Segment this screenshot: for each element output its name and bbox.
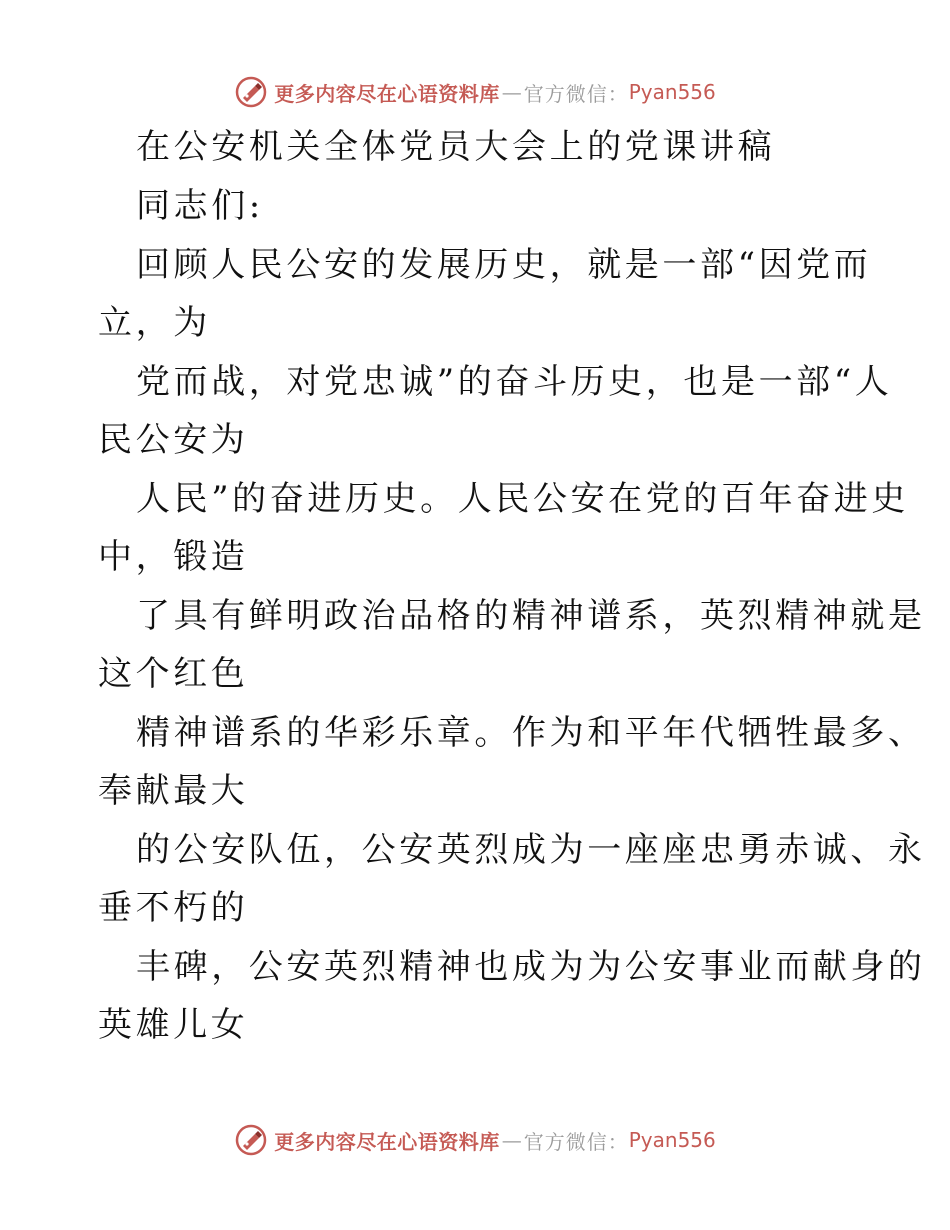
paragraph-line: 英雄儿女 <box>98 1005 249 1045</box>
pen-nib-logo-icon <box>234 1123 268 1157</box>
paragraph-line: 的公安队伍，公安英烈成为一座座忠勇赤诚、永 <box>136 830 926 870</box>
paragraph-line: 精神谱系的华彩乐章。作为和平年代牺牲最多、 <box>136 713 926 753</box>
watermark-wechat-id: Pyan556 <box>628 1128 716 1152</box>
document-title: 在公安机关全体党员大会上的党课讲稿 <box>136 127 776 167</box>
paragraph-line: 立，为 <box>98 303 211 343</box>
watermark-wechat-label: 官方微信： <box>523 1129 629 1154</box>
watermark-header <box>0 72 950 112</box>
paragraph-line: 垂不朽的 <box>98 888 249 928</box>
paragraph-line: 回顾人民公安的发展历史，就是一部“因党而 <box>136 245 872 285</box>
watermark-dash: — <box>501 1128 522 1152</box>
watermark-dash: — <box>501 80 522 104</box>
watermark-brand: 更多内容尽在心语资料库 <box>274 1129 500 1154</box>
pen-nib-logo-icon <box>234 75 268 109</box>
watermark-brand: 更多内容尽在心语资料库 <box>274 81 500 106</box>
paragraph-line: 丰碑，公安英烈精神也成为为公安事业而献身的 <box>136 947 926 987</box>
watermark-footer <box>0 1120 950 1160</box>
watermark-wechat-id: Pyan556 <box>628 80 716 104</box>
paragraph-line: 这个红色 <box>98 654 249 694</box>
paragraph-line: 中，锻造 <box>98 537 249 577</box>
watermark-wechat-label: 官方微信： <box>523 81 629 106</box>
paragraph-line: 民公安为 <box>98 420 249 460</box>
greeting: 同志们: <box>136 186 264 226</box>
paragraph-line: 党而战，对党忠诚”的奋斗历史，也是一部“人 <box>136 362 893 402</box>
paragraph-line: 了具有鲜明政治品格的精神谱系，英烈精神就是 <box>136 596 926 636</box>
paragraph-line: 人民”的奋进历史。人民公安在党的百年奋进史 <box>136 479 909 519</box>
paragraph-line: 奉献最大 <box>98 771 249 811</box>
